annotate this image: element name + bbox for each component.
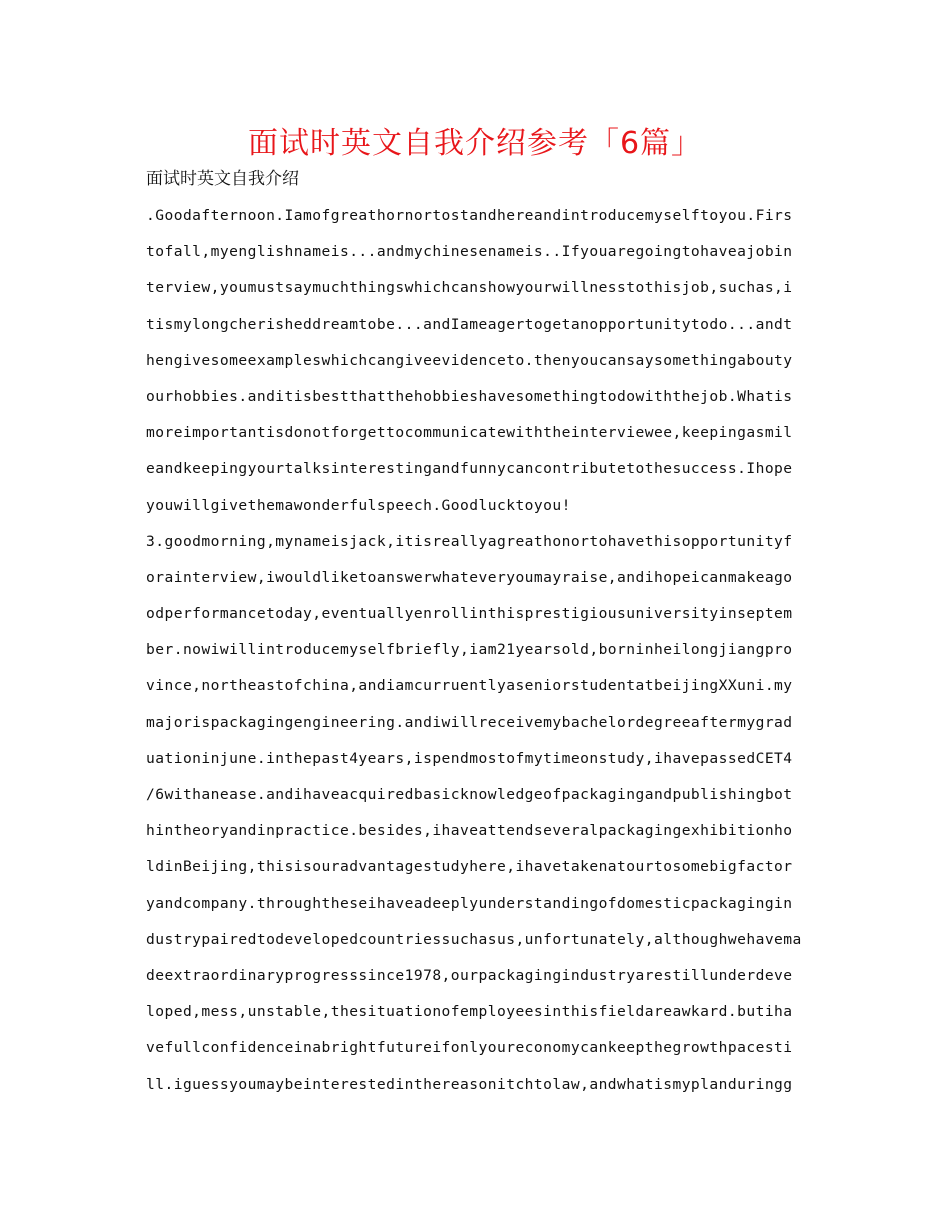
body-line: hintheoryandinpractice.besides,ihaveattendseveralpackagingexhibitionho xyxy=(146,822,793,840)
body-line: youwillgivethemawonderfulspeech.Goodlucktoyou! xyxy=(146,496,571,514)
body-line: loped,mess,unstable,thesituationofemployeesinthisfieldareawkard.butiha xyxy=(146,1003,793,1021)
body-line: /6withanease.andihaveacquiredbasicknowledgeofpackagingandpublishingbot xyxy=(146,786,793,803)
body-line: uationinjune.inthepast4years,ispendmostofmytimeonstudy,ihavepassedCET4 xyxy=(146,749,793,767)
document-title: 面试时英文自我介绍参考「6篇」 xyxy=(247,126,703,161)
body-line: tofall,myenglishnameis...andmychinesenameis..Ifyouaregoingtohaveajobin xyxy=(146,243,793,261)
body-line: moreimportantisdonotforgettocommunicatewiththeinterviewee,keepingasmil xyxy=(146,424,793,442)
body-line: ourhobbies.anditisbestthatthehobbieshavesomethingtodowiththejob.Whatis xyxy=(146,387,793,405)
body-line: deextraordinaryprogresssince1978,ourpackagingindustryarestillunderdeve xyxy=(146,966,793,984)
body-line: odperformancetoday,eventuallyenrollinthisprestigiousuniversityinseptem xyxy=(146,605,793,623)
document-body xyxy=(146,198,806,1103)
document-subtitle: 面试时英文自我介绍 xyxy=(146,169,299,189)
body-line: yandcompany.throughtheseihaveadeeplyunderstandingofdomesticpackagingin xyxy=(146,894,793,912)
body-line: ldinBeijing,thisisouradvantagestudyhere,ihavetakenatourtosomebigfactor xyxy=(146,858,793,876)
body-line: 3.goodmorning,mynameisjack,itisreallyagreathonortohavethisopportunityf xyxy=(146,532,793,550)
body-line: dustrypairedtodevelopedcountriessuchasus,unfortunately,althoughwehavema xyxy=(146,930,802,948)
body-line: orainterview,iwouldliketoanswerwhateveryoumayraise,andihopeicanmakeago xyxy=(146,568,793,586)
body-line: majorispackagingengineering.andiwillreceivemybachelordegreeaftermygrad xyxy=(146,713,793,731)
body-line: ber.nowiwillintroducemyselfbriefly,iam21yearsold,borninheilongjiangpro xyxy=(146,641,793,659)
body-line: eandkeepingyourtalksinterestingandfunnycancontributetothesuccess.Ihope xyxy=(146,460,793,478)
body-line: vince,northeastofchina,andiamcurruentlyaseniorstudentatbeijingXXuni.my xyxy=(146,677,793,695)
body-line: tismylongcherisheddreamtobe...andIameagertogetanopportunitytodo...andt xyxy=(146,315,793,333)
body-line: hengivesomeexampleswhichcangiveevidenceto.thenyoucansaysomethingabouty xyxy=(146,351,793,369)
body-line: ll.iguessyoumaybeinterestedinthereasonitchtolaw,andwhatismyplanduringg xyxy=(146,1075,793,1093)
body-line: .Goodafternoon.Iamofgreathornortostandhereandintroducemyselftoyou.Firs xyxy=(146,207,793,224)
body-line: vefullconfidenceinabrightfutureifonlyoureconomycankeepthegrowthpacesti xyxy=(146,1039,793,1057)
body-line: terview,youmustsaymuchthingswhichcanshowyourwillnesstothisjob,suchas,i xyxy=(146,279,793,297)
